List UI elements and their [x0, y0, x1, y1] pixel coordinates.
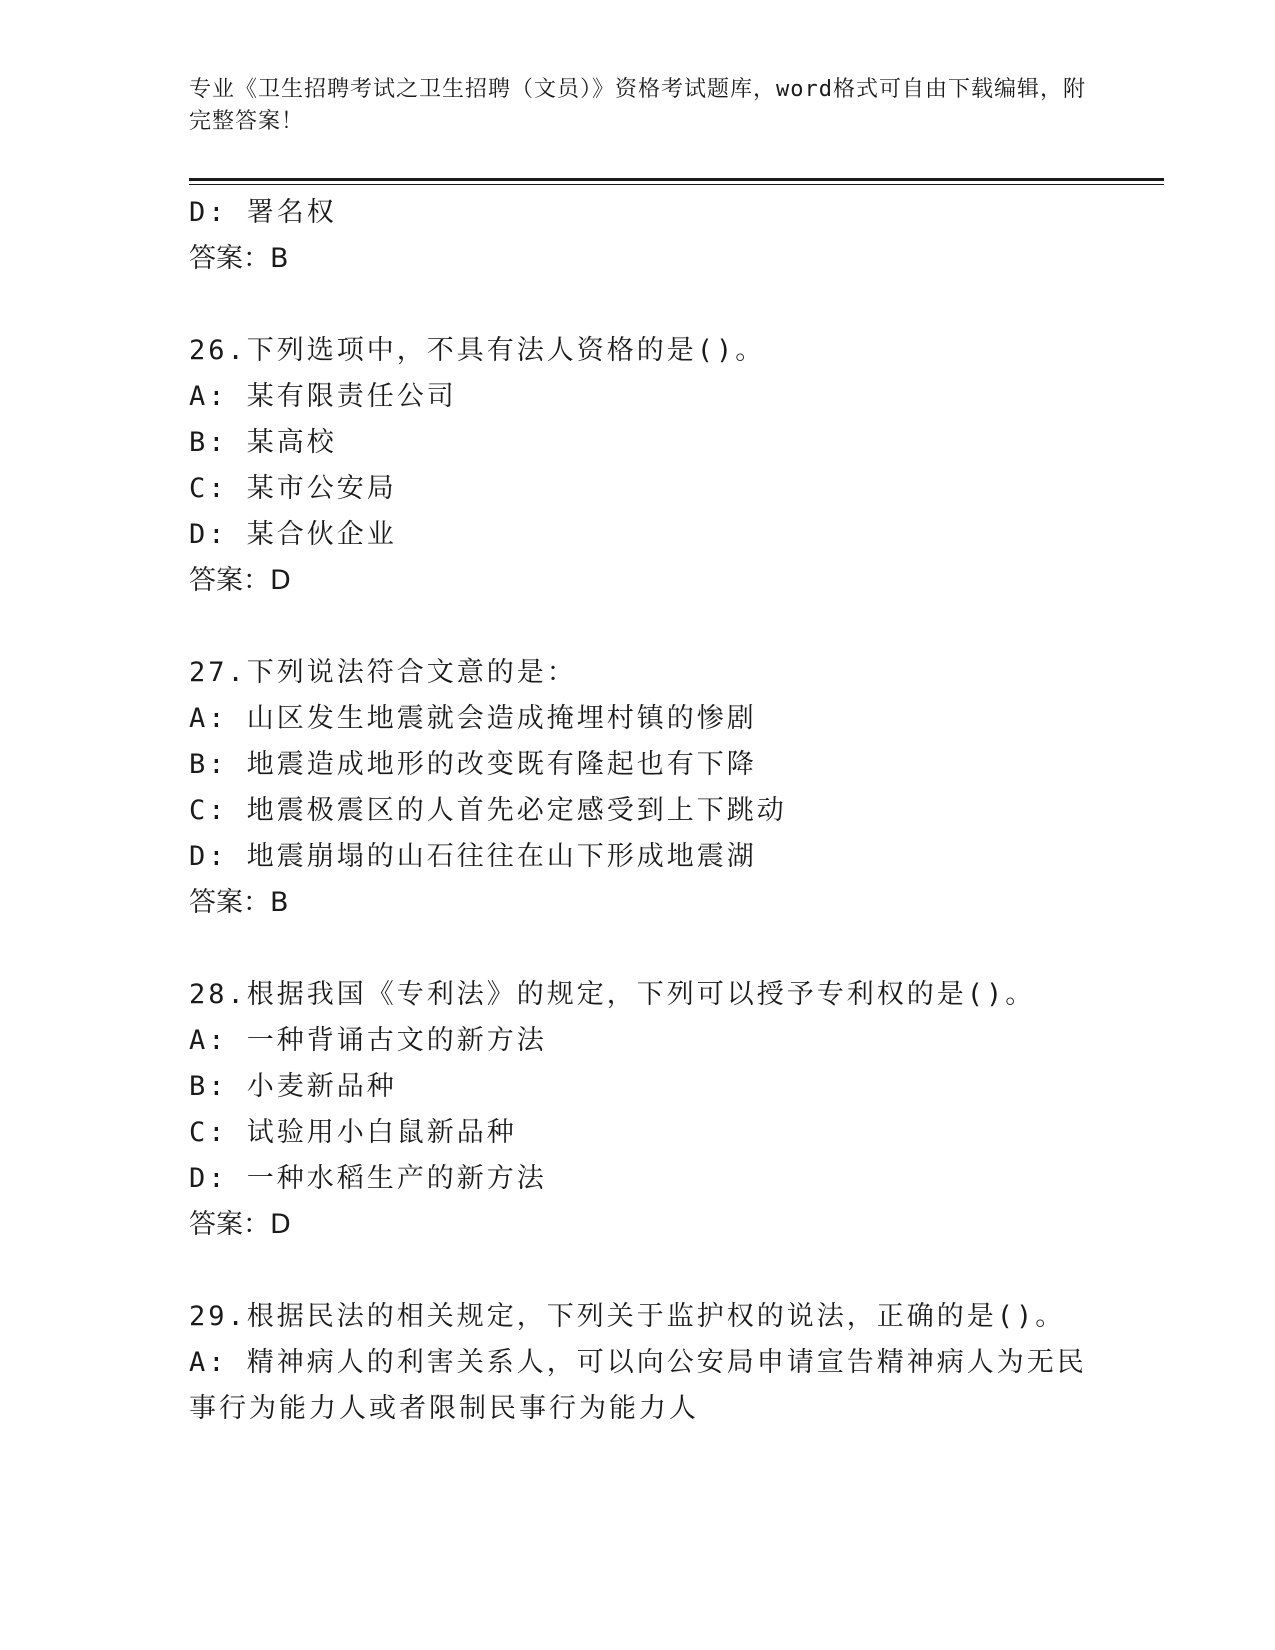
header-divider-thin [189, 184, 1164, 185]
option-a: A: 山区发生地震就会造成掩埋村镇的惨剧 [189, 703, 757, 734]
answer: 答案：B [189, 887, 289, 918]
answer: 答案：B [189, 243, 289, 274]
spacer [189, 1248, 1089, 1294]
option-b: B: 小麦新品种 [189, 1071, 397, 1102]
option-c: C: 某市公安局 [189, 473, 397, 504]
header-text: 专业《卫生招聘考试之卫生招聘（文员）》资格考试题库，word格式可自由下载编辑，附完整答案！ [189, 77, 1086, 134]
question-stem: 29.根据民法的相关规定，下列关于监护权的说法，正确的是()。 [189, 1301, 1066, 1332]
question-stem: 27.下列说法符合文意的是： [189, 657, 577, 688]
option-a: A: 一种背诵古文的新方法 [189, 1025, 547, 1056]
option-b: B: 地震造成地形的改变既有隆起也有下降 [189, 749, 757, 780]
spacer [189, 926, 1089, 972]
header-divider-thick [189, 178, 1164, 181]
option-c: C: 地震极震区的人首先必定感受到上下跳动 [189, 795, 787, 826]
question-29 [189, 1294, 1089, 1432]
answer: 答案：D [189, 565, 291, 596]
spacer [189, 604, 1089, 650]
question-stem: 28.根据我国《专利法》的规定，下列可以授予专利权的是()。 [189, 979, 1036, 1010]
question-stem: 26.下列选项中，不具有法人资格的是()。 [189, 335, 766, 366]
option-d: D: 某合伙企业 [189, 519, 397, 550]
option-d: D: 署名权 [189, 197, 337, 228]
spacer [189, 282, 1089, 328]
option-d: D: 地震崩塌的山石往往在山下形成地震湖 [189, 841, 757, 872]
option-d: D: 一种水稻生产的新方法 [189, 1163, 547, 1194]
document-header [189, 74, 1089, 138]
option-c: C: 试验用小白鼠新品种 [189, 1117, 517, 1148]
question-27 [189, 650, 1089, 926]
question-26 [189, 328, 1089, 604]
option-a: A: 精神病人的利害关系人，可以向公安局申请宣告精神病人为无民事行为能力人或者限制民事行为能力人 [189, 1347, 1087, 1424]
question-list [189, 190, 1089, 1432]
option-b: B: 某高校 [189, 427, 337, 458]
question-28 [189, 972, 1089, 1248]
answer: 答案：D [189, 1209, 291, 1240]
option-a: A: 某有限责任公司 [189, 381, 457, 412]
